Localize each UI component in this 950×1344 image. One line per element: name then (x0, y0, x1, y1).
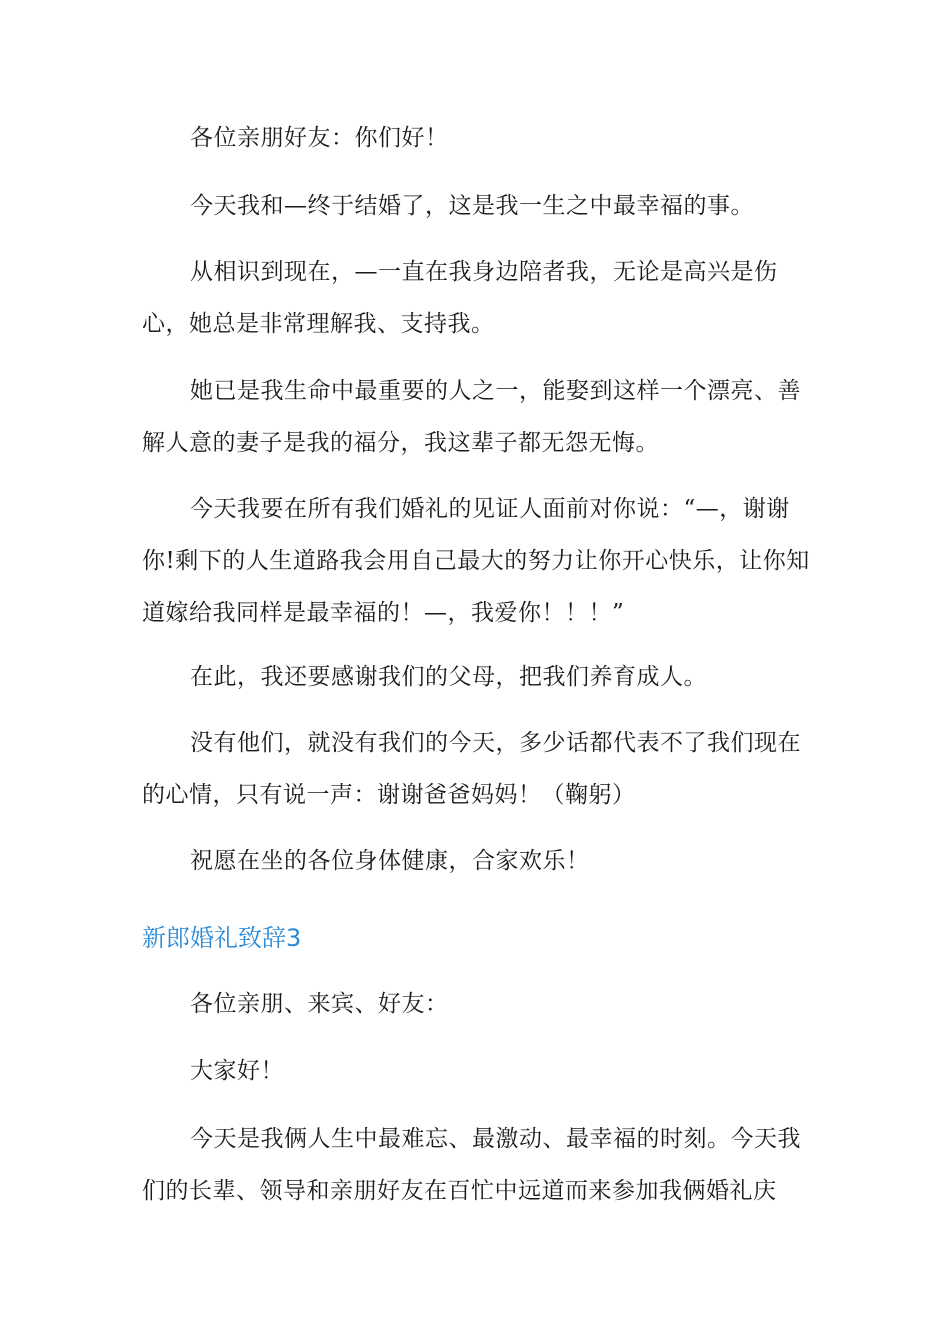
paragraph-thank-parents: 在此，我还要感谢我们的父母，把我们养育成人。 (190, 664, 707, 690)
paragraph-vow: 今天我要在所有我们婚礼的见证人面前对你说：“—，谢谢你!剩下的人生道路我会用自己最大的努力让你开心快乐，让你知道嫁给我同样是最幸福的！—，我爱你！！！” (142, 496, 810, 626)
section-heading: 新郎婚礼致辞3 (142, 924, 302, 952)
paragraph-without-them: 没有他们，就没有我们的今天，多少话都代表不了我们现在的心情，只有说一声：谢谢爸爸妈妈！（鞠躬） (142, 730, 801, 808)
paragraph-hello: 大家好！ (190, 1058, 284, 1084)
paragraph-wishes: 祝愿在坐的各位身体健康，合家欢乐！ (190, 848, 590, 874)
paragraph-acquainted: 从相识到现在，—一直在我身边陪者我，无论是高兴是伤心，她总是非常理解我、支持我。 (142, 259, 778, 337)
paragraph-married: 今天我和—终于结婚了，这是我一生之中最幸福的事。 (190, 193, 754, 219)
paragraph-greeting: 各位亲朋好友：你们好！ (190, 125, 449, 151)
paragraph-important-person: 她已是我生命中最重要的人之一，能娶到这样一个漂亮、善解人意的妻子是我的福分，我这辈子都无怨无悔。 (142, 378, 801, 456)
paragraph-salutation: 各位亲朋、来宾、好友： (190, 991, 449, 1017)
paragraph-unforgettable: 今天是我俩人生中最难忘、最激动、最幸福的时刻。今天我们的长辈、领导和亲朋好友在百忙中远道而来参加我俩婚礼庆 (142, 1126, 801, 1204)
